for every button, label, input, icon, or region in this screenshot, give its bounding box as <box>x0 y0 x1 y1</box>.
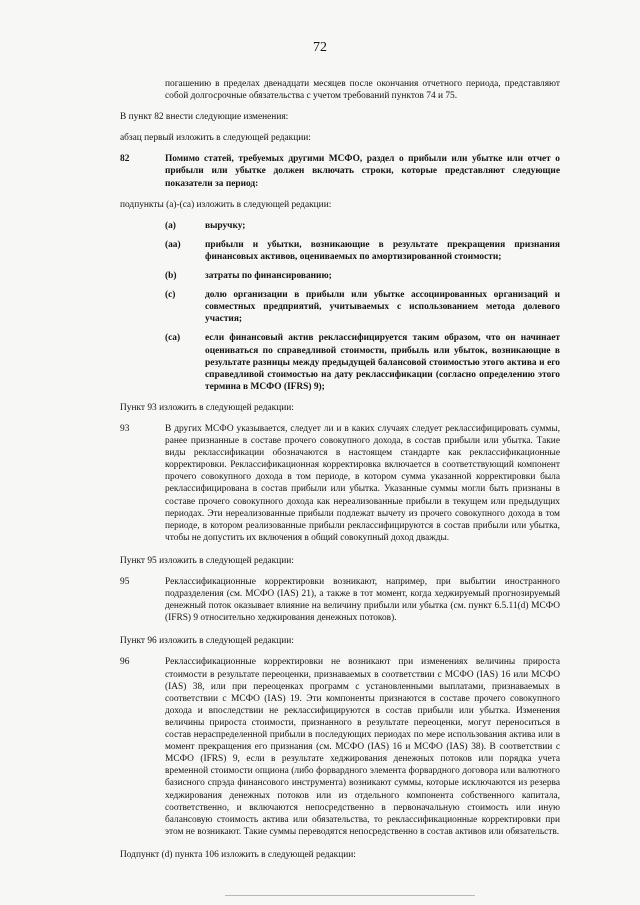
subpoint-key: (c) <box>165 290 176 301</box>
p95-text: Реклассификационные корректировки возникают, например, при выбытии иностранного подразделения (см. МСФО (IAS) 21), а также в тот момент, когда хеджируемый прогнозируемый денежный поток оказывает влияние на величину прибыли или убытка (см. пункт 6.5.11(d) МСФО (IFRS) 9 относительно хеджирования денежных потоков). <box>165 577 560 624</box>
p82-number: 82 <box>120 154 130 165</box>
subpoint-text: прибыли и убытки, возникающие в результате прекращения признания финансовых активов, оцениваемых по амортизированной стоимости; <box>205 239 560 262</box>
subpoints-intro: подпункты (a)-(ca) изложить в следующей редакции: <box>120 199 332 210</box>
page-bottom-rule <box>225 895 475 896</box>
subpoint-b <box>120 270 560 282</box>
p96-text: Реклассификационные корректировки не возникают при изменениях величины прироста стоимости в результате переоценки, признаваемых в соответствии с МСФО (IAS) 16 или МСФО (IAS) 38, или при переоценках программ с установленными выплатами, признаваемых в соответствии с МСФО (IAS) 19. Эти компоненты признаются в составе прочего совокупного дохода и впоследствии не реклассифицируются в состав прибыли или убытка. Изменения величины прироста стоимости, признанного в результате переоценки, могут переноситься в состав нераспределенной прибыли в последующих периодах по мере использования актива или в момент прекращения его признания (см. МСФО (IAS) 16 и МСФО (IAS) 38). В соответствии с МСФО (IFRS) 9, если в результате хеджирования денежных потоков или порядка учета временной стоимости опциона (либо форвардного элемента форвардного договора или валютного базисного спрэда финансового инструмента) возникают суммы, которые исключаются из резерва хеджирования денежных потоков или из отдельного компонента собственного капитала, соответственно, и включаются непосредственно в первоначальную стоимость или иную балансовую стоимость актива или обязательства, то реклассификационные корректировки при этом не возникают. Такие суммы переводятся непосредственно в состав активов или обязательств. <box>165 657 560 837</box>
subpoint-text: выручку; <box>205 220 246 231</box>
subpoint-key: (aa) <box>165 239 181 250</box>
p82-text: Помимо статей, требуемых другими МСФО, раздел о прибыли или убытке или отчет о прибыли или убытке должен включать строки, которые представляют следующие показатели за период: <box>165 154 560 189</box>
p96-intro: Пункт 96 изложить в следующей редакции: <box>120 636 294 647</box>
subpoint-key: (a) <box>165 220 176 231</box>
subpoint-a <box>120 220 560 232</box>
p95-number: 95 <box>120 577 130 587</box>
p93-number: 93 <box>120 423 130 434</box>
p82-paragraph <box>120 153 560 189</box>
subpoint-key: (ca) <box>165 333 181 344</box>
p96-number: 96 <box>120 657 130 668</box>
subpoint-text: долю организации в прибыли или убытке ассоциированных организаций и совместных предприятий, учитываемых с использованием метода долевого участия; <box>205 290 560 325</box>
p93-text: В других МСФО указывается, следует ли и в каких случаях следует реклассифицировать суммы, ранее признанные в составе прочего совокупного дохода, в состав прибыли или убытка. Такие виды реклассификации обозначаются в настоящем стандарте как реклассификационные корректировки. Реклассификационная корректировка включается в соответствующий компонент прочего совокупного дохода в том периоде, в котором сумма указанной корректировки была реклассифицирована в состав прибыли или убытка. Указанные суммы могли быть признаны в составе прочего совокупного дохода как нереализованные прибыли в текущем или предыдущих периодах. Эти нереализованные прибыли подлежат вычету из прочего совокупного дохода в том периоде, в котором реализованные прибыли реклассифицируются в состав прибыли или убытка, чтобы не допустить их включения в общий совокупный доход дважды. <box>165 423 560 543</box>
p96-paragraph <box>120 656 560 837</box>
subpoint-text: затраты по финансированию; <box>205 271 332 282</box>
p93-paragraph <box>120 423 560 544</box>
p95-intro: Пункт 95 изложить в следующей редакции: <box>120 555 294 566</box>
page-number: 72 <box>313 40 327 55</box>
document-body <box>120 78 560 861</box>
subpoint-c <box>120 289 560 325</box>
p93-intro: Пункт 93 изложить в следующей редакции: <box>120 402 294 413</box>
p82-change-line: В пункт 82 внести следующие изменения: <box>120 112 289 123</box>
subpoint-text: если финансовый актив реклассифицируется таким образом, что он начинает оцениваться по справедливой стоимости, прибыль или убыток, возникающие в результате разницы между предыдущей балансовой стоимостью этого актива и его справедливой стоимостью на дату реклассификации (согласно определению этого термина в МСФО (IFRS) 9); <box>205 333 560 392</box>
intro-paragraph: погашению в пределах двенадцати месяцев после окончания отчетного периода, представляют собой долгосрочные обязательства с учетом требований пунктов 74 и 75. <box>165 79 560 102</box>
subpoint-aa <box>120 239 560 263</box>
p106-intro: Подпункт (d) пункта 106 изложить в следующей редакции: <box>120 849 356 860</box>
p95-paragraph <box>120 576 560 624</box>
p82-abzac-line: абзац первый изложить в следующей редакции: <box>120 133 311 144</box>
subpoint-ca <box>120 332 560 392</box>
subpoint-key: (b) <box>165 271 177 282</box>
